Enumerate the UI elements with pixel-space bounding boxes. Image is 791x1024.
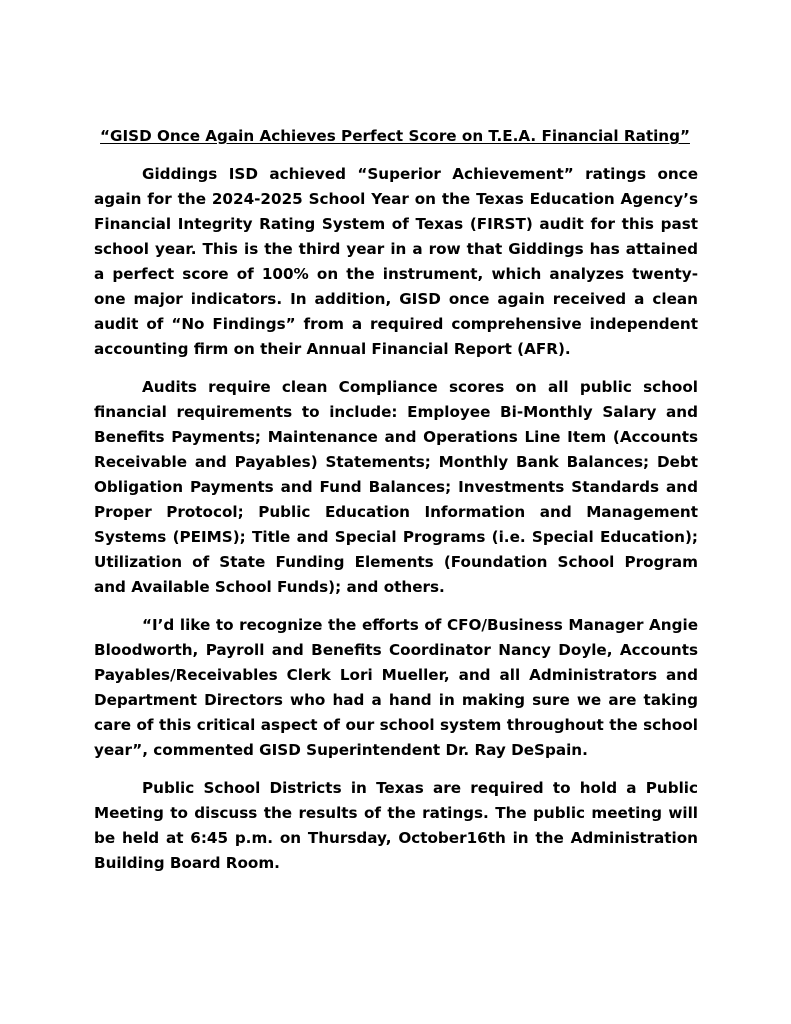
paragraph-superintendent-quote: “I’d like to recognize the efforts of CFO/Business Manager Angie Bloodworth, Payroll and Benefits Coordinator Nancy Doyle, Accounts Payables/Receivables Clerk Lori Mueller, and all Administrators and Department Directors who had a hand in making sure we are taking care of this critical aspect of our school system throughout the school year”, commented GISD Superintendent Dr. Ray DeSpain. [94,616,698,759]
document-body [94,162,698,889]
paragraph-public-meeting: Public School Districts in Texas are required to hold a Public Meeting to discuss the results of the ratings. The public meeting will be held at 6:45 p.m. on Thursday, October16th in the Administration Building Board Room. [94,779,698,872]
document-title: “GISD Once Again Achieves Perfect Score on T.E.A. Financial Rating” [100,127,690,145]
paragraph-superior-achievement: Giddings ISD achieved “Superior Achievement” ratings once again for the 2024-2025 School Year on the Texas Education Agency’s Financial Integrity Rating System of Texas (FIRST) audit for this past school year. This is the third year in a row that Giddings has attained a perfect score of 100% on the instrument, which analyzes twenty-one major indicators. In addition, GISD once again received a clean audit of “No Findings” from a required comprehensive independent accounting firm on their Annual Financial Report (AFR). [94,165,698,358]
paragraph-audit-requirements: Audits require clean Compliance scores on all public school financial requirements to include: Employee Bi-Monthly Salary and Benefits Payments; Maintenance and Operations Line Item (Accounts Receivable and Payables) Statements; Monthly Bank Balances; Debt Obligation Payments and Fund Balances; Investments Standards and Proper Protocol; Public Education Information and Management Systems (PEIMS); Title and Special Programs (i.e. Special Education); Utilization of State Funding Elements (Foundation School Program and Available School Funds); and others. [94,378,698,596]
